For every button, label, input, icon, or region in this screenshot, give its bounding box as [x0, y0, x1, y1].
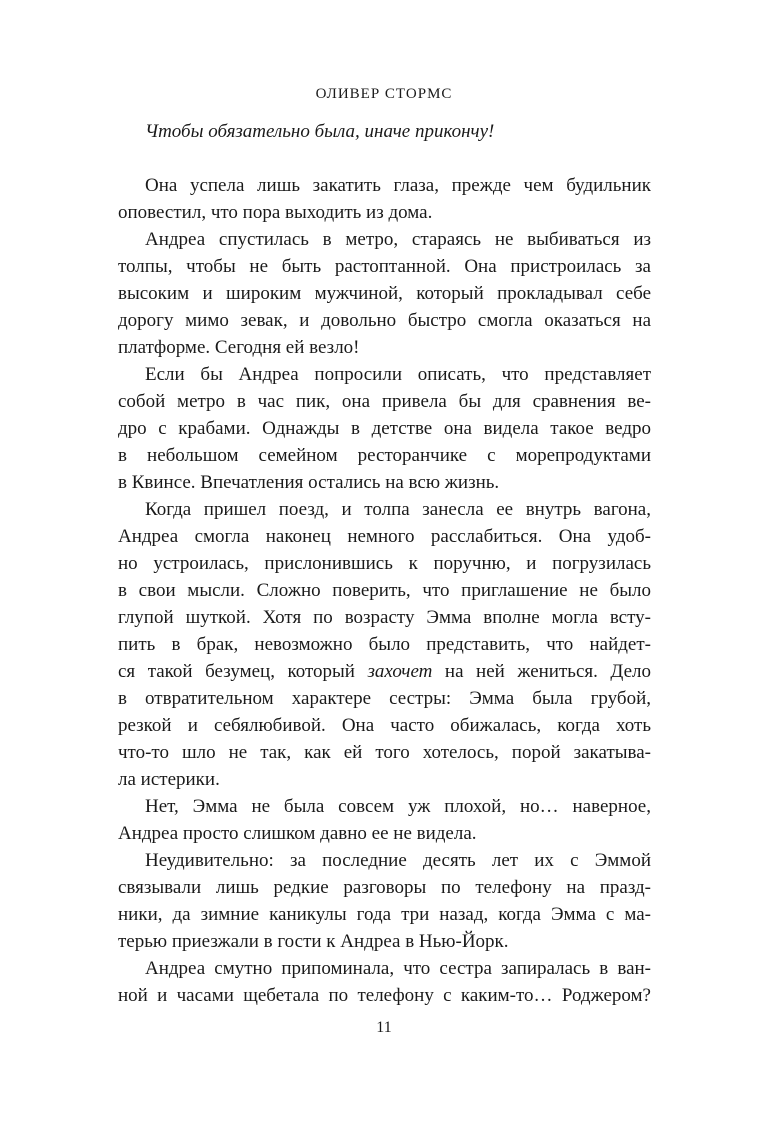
text-line: терью приезжали в гости к Андреа в Нью-Йорк.	[118, 931, 509, 952]
page-number: 11	[376, 1019, 392, 1036]
text-line: Если бы Андреа попросили описать, что представляет	[145, 364, 651, 385]
text-line: Нет, Эмма не была совсем уж плохой, но… наверное,	[145, 796, 651, 817]
text-line: в небольшом семейном ресторанчике с морепродуктами	[118, 445, 651, 466]
text-line: ной и часами щебетала по телефону с каким-то… Роджером?	[118, 985, 651, 1006]
text-line: платформе. Сегодня ей везло!	[118, 337, 360, 358]
text-line: Неудивительно: за последние десять лет их с Эммой	[145, 850, 651, 871]
text-line: в отвратительном характере сестры: Эмма была грубой,	[118, 688, 651, 709]
text-line: толпы, чтобы не быть растоптанной. Она пристроилась за	[118, 256, 651, 277]
text-line: Андреа смутно припоминала, что сестра запиралась в ван-	[145, 958, 651, 979]
text-line: ся такой безумец, который захочет на ней жениться. Дело	[118, 661, 652, 682]
text-line: ники, да зимние каникулы года три назад, когда Эмма с ма-	[118, 904, 651, 925]
running-header: ОЛИВЕР СТОРМС	[315, 86, 453, 102]
text-line: Андреа смогла наконец немного расслабиться. Она удоб-	[118, 526, 651, 547]
text-line: резкой и себялюбивой. Она часто обижалась, когда хоть	[118, 715, 651, 736]
text-line: Андреа просто слишком давно ее не видела.	[118, 823, 477, 844]
text-line: высоким и широким мужчиной, который прокладывал себе	[118, 283, 651, 304]
text-line: глупой шуткой. Хотя по возрасту Эмма вполне могла всту-	[118, 607, 651, 628]
text-line: оповестил, что пора выходить из дома.	[118, 202, 433, 223]
text-line: собой метро в час пик, она привела бы для сравнения ве-	[118, 391, 651, 412]
text-line: в свои мысли. Сложно поверить, что приглашение не было	[118, 580, 651, 601]
epigraph-line: Чтобы обязательно была, иначе прикончу!	[145, 121, 495, 142]
emphasis: захочет	[367, 661, 433, 682]
text-line: Она успела лишь закатить глаза, прежде чем будильник	[145, 175, 651, 196]
blank-line	[118, 145, 651, 172]
text-line: связывали лишь редкие разговоры по телефону на празд-	[118, 877, 651, 898]
text-line: ла истерики.	[118, 769, 220, 790]
text-line: в Квинсе. Впечатления остались на всю жизнь.	[118, 472, 500, 493]
text-line: пить в брак, невозможно было представить, что найдет-	[118, 634, 651, 655]
text-line: Андреа спустилась в метро, стараясь не выбиваться из	[145, 229, 651, 250]
text-line: но устроилась, прислонившись к поручню, и погрузилась	[118, 553, 651, 574]
body-text	[118, 118, 651, 1009]
text-line: что-то шло не так, как ей того хотелось, порой закатыва-	[118, 742, 651, 763]
text-line: дро с крабами. Однажды в детстве она видела такое ведро	[118, 418, 651, 439]
text-line: Когда пришел поезд, и толпа занесла ее внутрь вагона,	[145, 499, 651, 520]
text-line: дорогу мимо зевак, и довольно быстро смогла оказаться на	[118, 310, 651, 331]
